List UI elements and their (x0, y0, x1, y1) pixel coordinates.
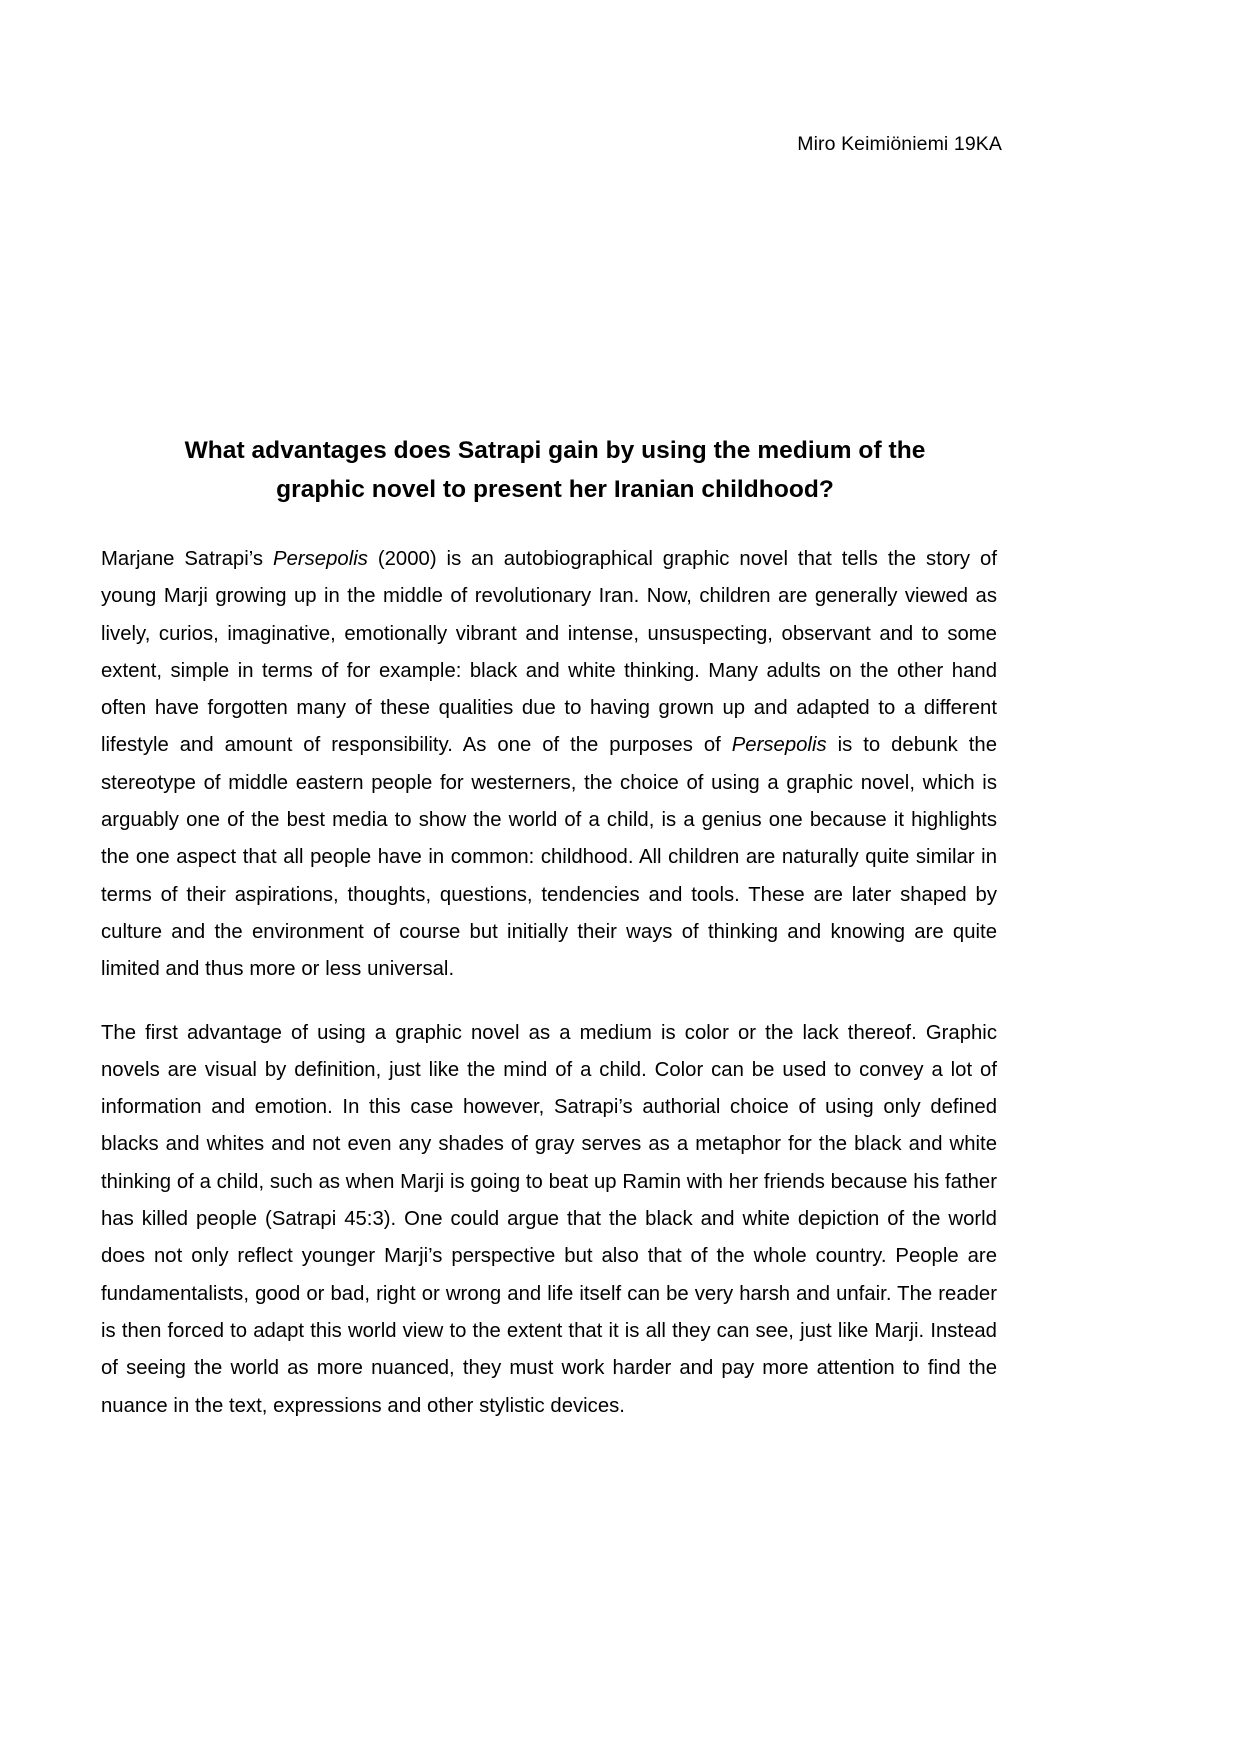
paragraph-2 (101, 1015, 997, 1425)
work-title-italic: Persepolis (731, 734, 827, 757)
work-title-italic: Persepolis (273, 548, 368, 570)
running-header (100, 132, 1002, 157)
text-run: The first advantage of using a graphic novel as a medium is color or the lack thereof. Graphic novels are visual by definition, just like the mind of a child. Color can be used to convey a lot of information and emotion. In this case however, Satrapi’s authorial choice of using only defined blacks and whites and not even any shades of gray serves as a metaphor for the black and white thinking of a child, such as when Marji is going to beat up Ramin with her friends because his father has killed people (Satrapi 45:3). One could argue that the black and white depiction of the world does not only reflect younger Marji’s perspective but also that of the whole country. People are fundamentalists, good or bad, right or wrong and life itself can be very harsh and unfair. The reader is then forced to adapt this world view to the extent that it is all they can see, just like Marji. Instead of seeing the world as more nuanced, they must work harder and pay more attention to find the nuance in the text, expressions and other stylistic devices. (101, 1021, 997, 1417)
paragraph-1 (101, 541, 997, 989)
text-run: is to debunk the stereotype of middle eastern people for westerners, the choice of using a graphic novel, which is arguably one of the best media to show the world of a child, is a genius one because it highlights the one aspect that all people have in common: childhood. All children are naturally quite similar in terms of their aspirations, thoughts, questions, tendencies and tools. These are later shaped by culture and the environment of course but initially their ways of thinking and knowing are quite limited and thus more or less universal. (101, 734, 997, 981)
text-run: Marjane Satrapi’s (101, 548, 274, 570)
header-author-line: Miro Keimiöniemi 19KA (797, 133, 1002, 155)
body-text-column (101, 541, 997, 1425)
page-title-line-1: What advantages does Satrapi gain by using the medium of the graphic novel to (184, 437, 926, 504)
page-title-line-2: present her Iranian childhood? (473, 476, 834, 504)
page-title (140, 432, 970, 509)
text-run: (2000) is an autobiographical graphic novel that tells the story of young Marji growing up in the middle of revolutionary Iran. Now, children are generally viewed as lively, curios, imaginative, emotionally vibrant and intense, unsuspecting, observant and to some extent, simple in terms of for example: black and white thinking. Many adults on the other hand often have forgotten many of these qualities due to having grown up and adapted to a different lifestyle and amount of responsibility. As one of the purposes of (101, 548, 997, 757)
